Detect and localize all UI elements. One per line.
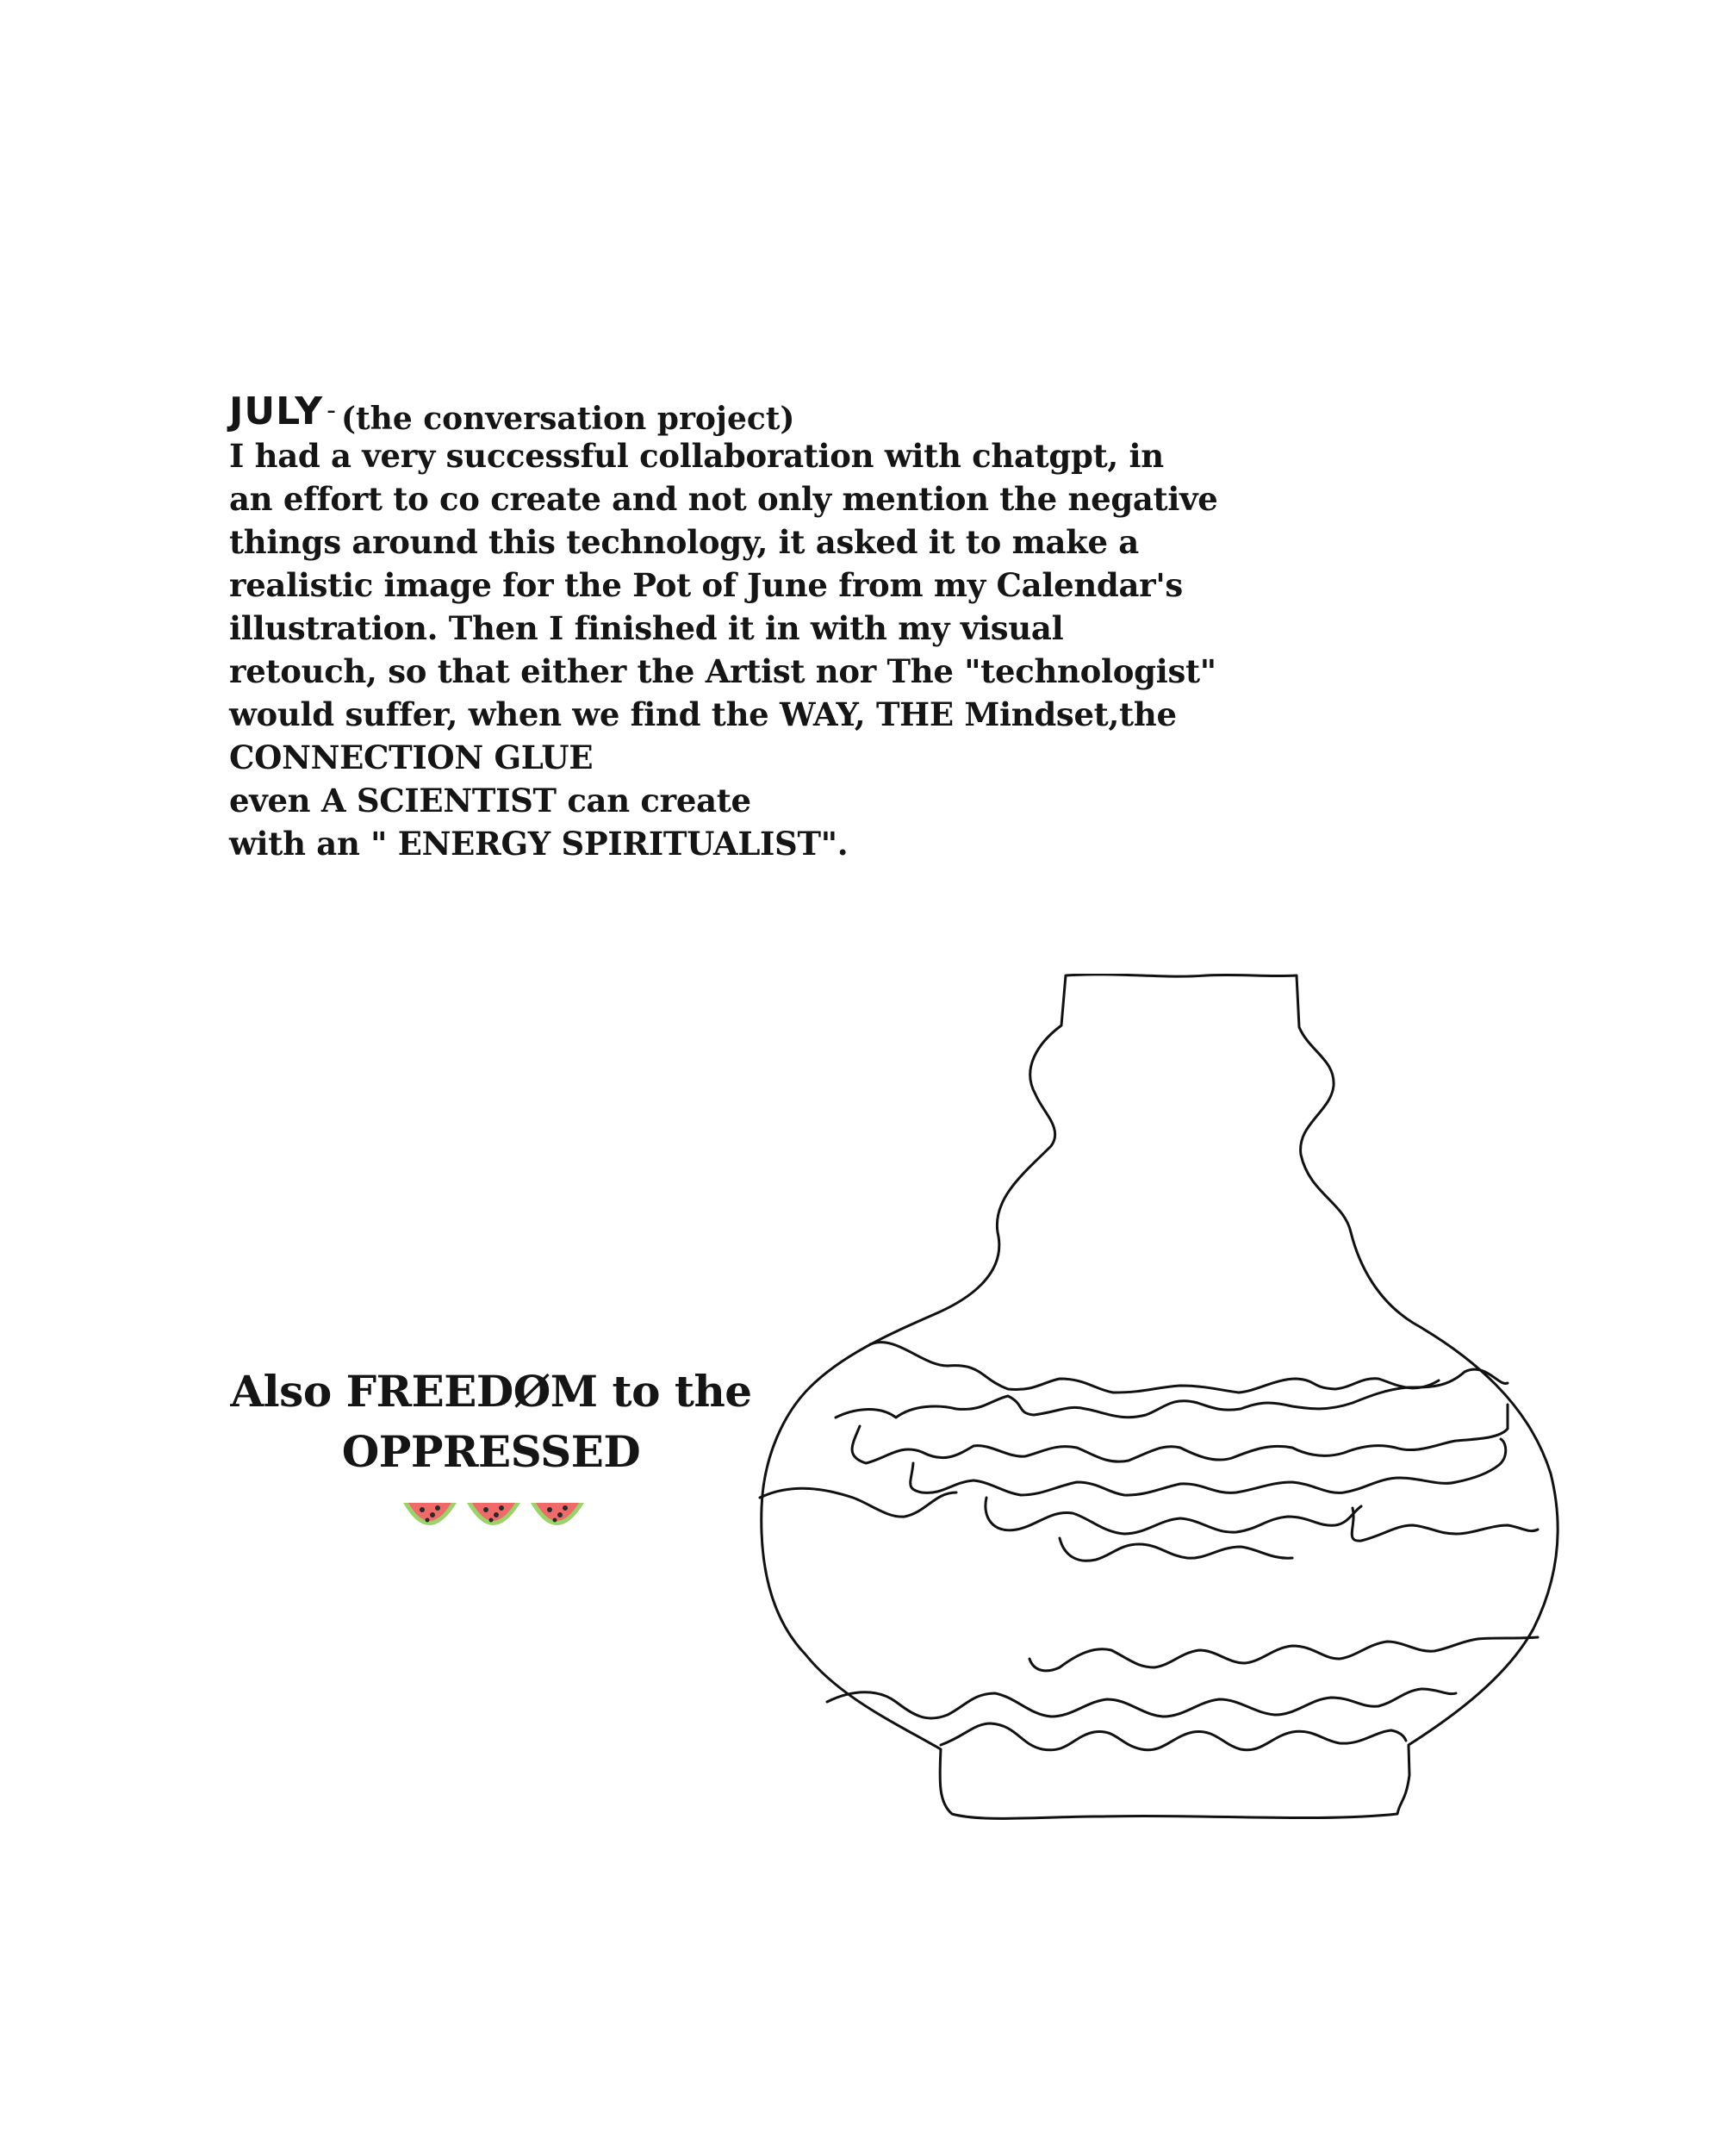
watermelon-slice-icon [531, 1503, 584, 1525]
title-dash: - [327, 396, 336, 426]
freedom-message [198, 1362, 784, 1482]
vase-band [941, 1723, 1406, 1750]
body-line: illustration. Then I finished it in with my visual [229, 609, 1064, 647]
vase-band [852, 1405, 1508, 1463]
watermelon-slice-icon [467, 1503, 520, 1525]
vase-band [836, 1369, 1508, 1418]
vase-line-drawing [758, 974, 1620, 1853]
body-line: would suffer, when we find the WAY, THE Mindset,the [229, 695, 1177, 733]
month-title: JULY [229, 389, 324, 433]
project-subtitle: (the conversation project) [340, 401, 795, 437]
vase-band [827, 1689, 1456, 1718]
freedom-line: Also FREEDØM to the [230, 1366, 752, 1417]
vase-band [1060, 1538, 1292, 1561]
freedom-line: OPPRESSED [341, 1426, 641, 1477]
heading-line [229, 389, 1349, 437]
body-line: things around this technology, it asked it to make a [229, 523, 1139, 561]
body-line: I had a very successful collaboration with chatgpt, in [229, 437, 1164, 475]
vase-band [870, 1343, 1439, 1393]
body-line: even A SCIENTIST can create [229, 782, 751, 819]
body-line: with an " ENERGY SPIRITUALIST". [229, 825, 849, 863]
vase-band [1029, 1637, 1538, 1671]
intro-text-block [229, 389, 1349, 865]
body-line: retouch, so that either the Artist nor The "technologist" [229, 652, 1216, 690]
body-line: CONNECTION GLUE [229, 738, 594, 776]
vase-band [1352, 1508, 1538, 1541]
watermelon-row [396, 1484, 594, 1544]
body-line: realistic image for the Pot of June from my Calendar's [229, 566, 1183, 604]
vase-band [911, 1439, 1506, 1495]
watermelon-slice-icon [403, 1503, 457, 1525]
body-line: an effort to co create and not only mention the negative [229, 480, 1218, 518]
vase-band [986, 1498, 1361, 1534]
